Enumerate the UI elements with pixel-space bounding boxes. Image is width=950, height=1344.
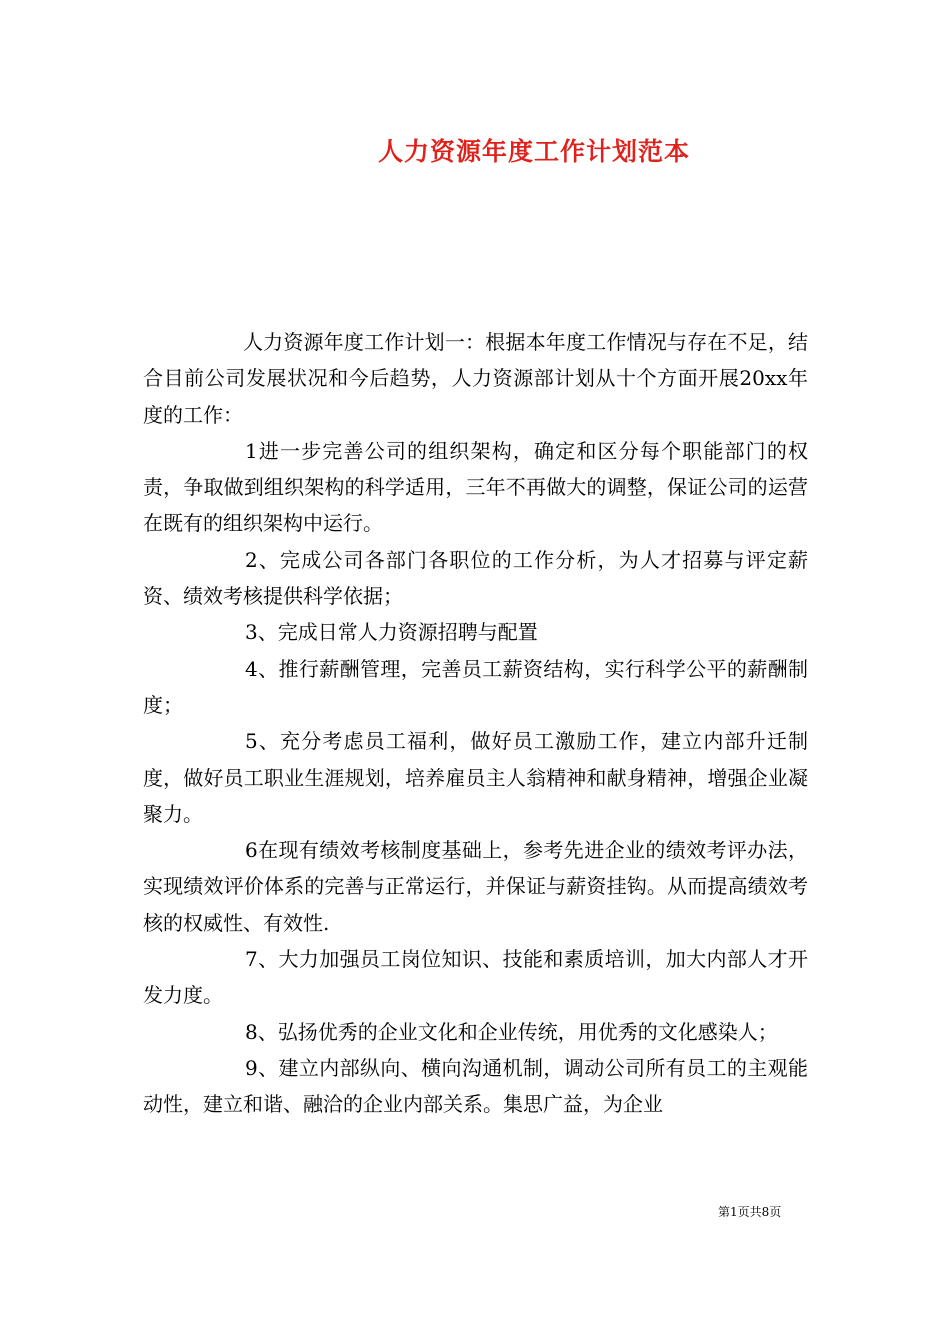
paragraph-item-6: 6在现有绩效考核制度基础上，参考先进企业的绩效考评办法，实现绩效评价体系的完善与正常运行，并保证与薪资挂钩。从而提高绩效考核的权威性、有效性. (143, 838, 808, 935)
paragraph-item-4: 4、推行薪酬管理，完善员工薪资结构，实行科学公平的薪酬制度； (143, 656, 808, 717)
paragraph-item-2: 2、完成公司各部门各职位的工作分析，为人才招募与评定薪资、绩效考核提供科学依据； (143, 547, 808, 609)
paragraph-item-3: 3、完成日常人力资源招聘与配置 (245, 620, 538, 645)
page-number-footer: 第1页共8页 (718, 1205, 782, 1219)
paragraph-item-9: 9、建立内部纵向、横向沟通机制，调动公司所有员工的主观能动性，建立和谐、融洽的企业内部关系。集思广益，为企业 (143, 1055, 808, 1117)
document-body (143, 324, 808, 1123)
paragraph-item-8: 8、弘扬优秀的企业文化和企业传统，用优秀的文化感染人； (245, 1019, 778, 1044)
paragraph-item-7: 7、大力加强员工岗位知识、技能和素质培训，加大内部人才开发力度。 (143, 947, 808, 1008)
document-title: 人力资源年度工作计划范本 (377, 137, 690, 166)
paragraph-item-5: 5、充分考虑员工福利，做好员工激励工作，建立内部升迁制度，做好员工职业生涯规划，培养雇员主人翁精神和献身精神，增强企业凝聚力。 (143, 729, 808, 826)
paragraph-item-1: 1进一步完善公司的组织架构，确定和区分每个职能部门的权责，争取做到组织架构的科学适用，三年不再做大的调整，保证公司的运营在既有的组织架构中运行。 (143, 438, 808, 536)
paragraph-intro: 人力资源年度工作计划一：根据本年度工作情况与存在不足，结合目前公司发展状况和今后趋势，人力资源部计划从十个方面开展20xx年度的工作： (143, 330, 808, 427)
